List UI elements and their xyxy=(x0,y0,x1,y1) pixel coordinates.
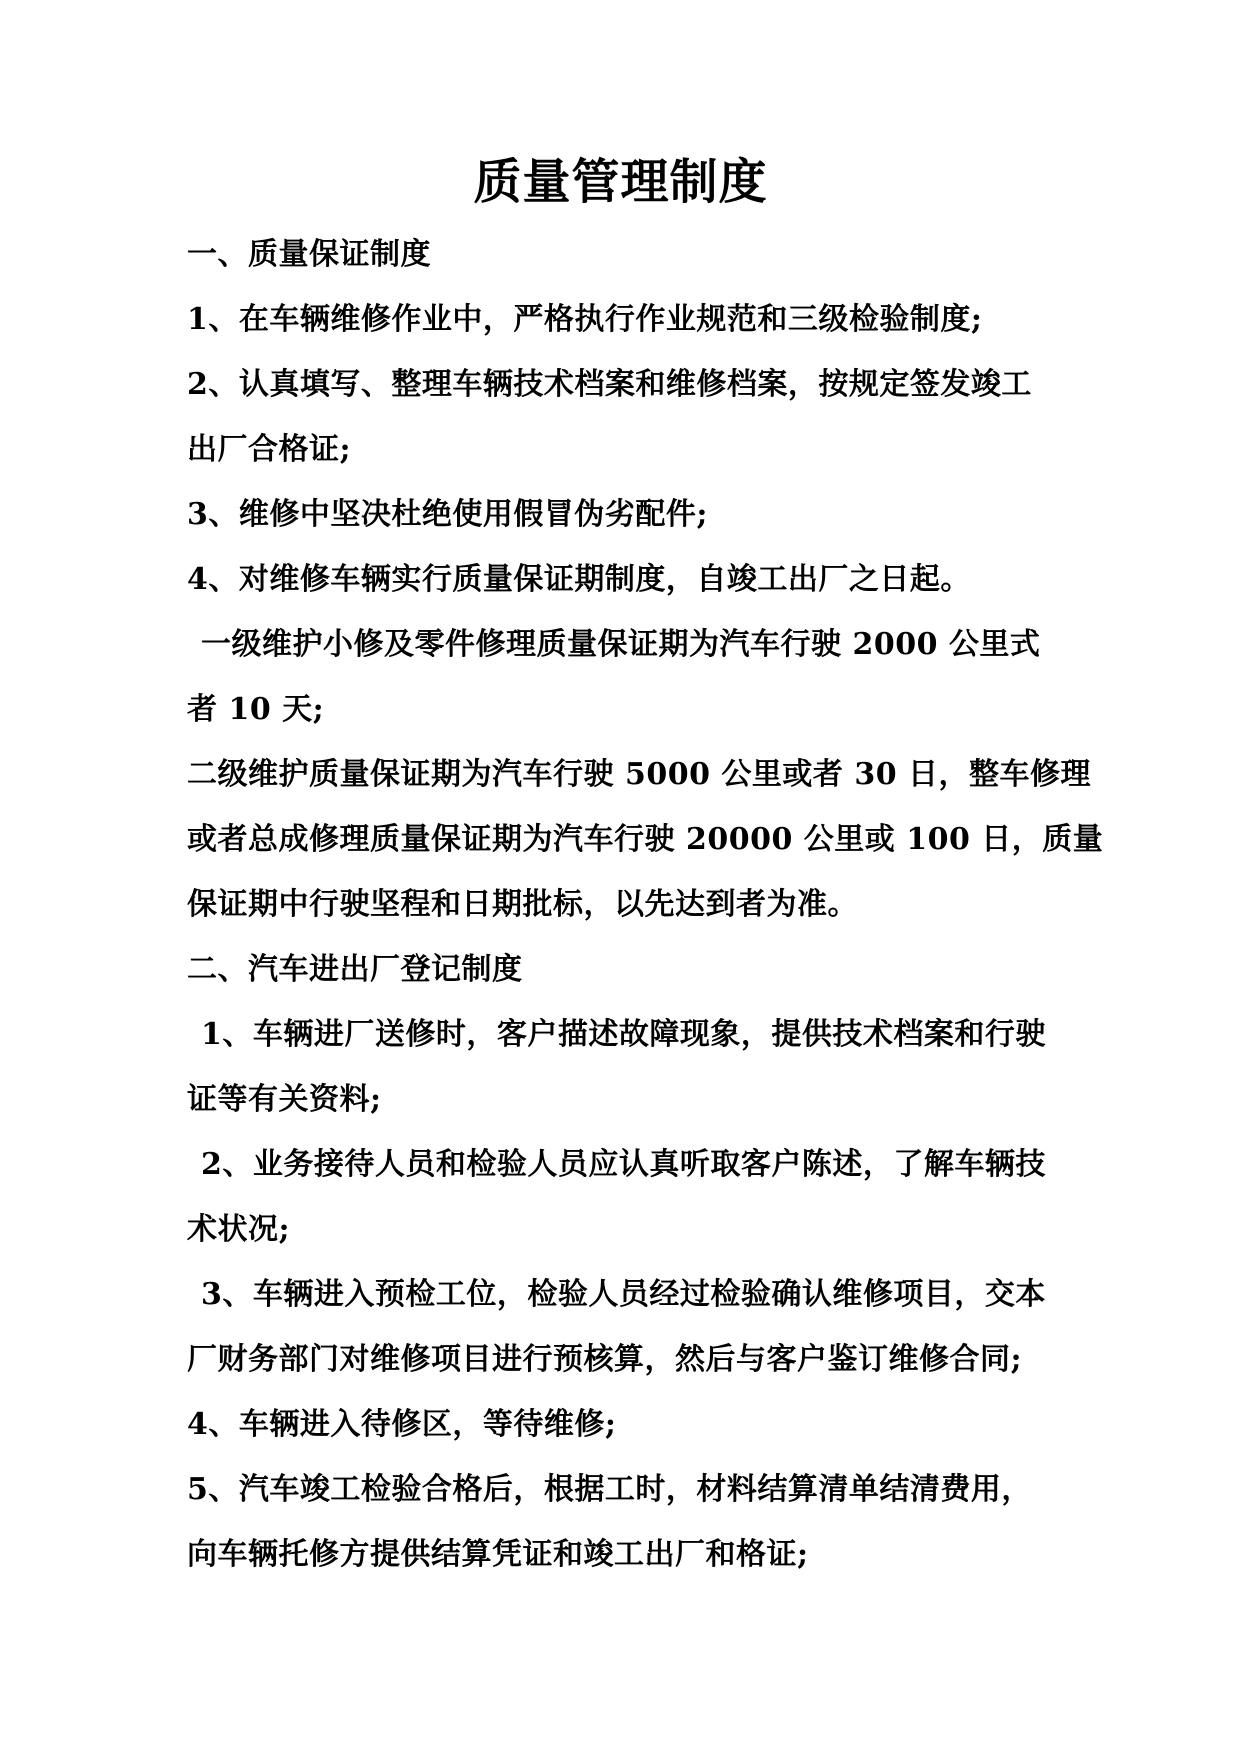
paragraph-line: 4、对维修车辆实行质量保证期制度，自竣工出厂之日起。 xyxy=(187,562,971,597)
paragraph-line: 或者总成修理质量保证期为汽车行驶 20000 公里或 100 日，质量 xyxy=(187,822,1104,857)
paragraph-line: 3、车辆进入预检工位，检验人员经过检验确认维修项目，交本 xyxy=(201,1277,1046,1312)
section-heading-vehicle-registration: 二、汽车进出厂登记制度 xyxy=(187,952,523,987)
paragraph-line: 厂财务部门对维修项目进行预核算，然后与客户鉴订维修合同; xyxy=(187,1342,1023,1377)
document-body xyxy=(187,222,1104,1587)
section-heading-quality-assurance: 一、质量保证制度 xyxy=(187,237,431,272)
paragraph-line: 2、认真填写、整理车辆技术档案和维修档案，按规定签发竣工 xyxy=(187,367,1032,402)
paragraph-line: 出厂合格证; xyxy=(187,432,352,467)
paragraph-line: 保证期中行驶坚程和日期批标，以先达到者为准。 xyxy=(187,887,858,922)
paragraph-line: 3、维修中坚决杜绝使用假冒伪劣配件; xyxy=(187,497,708,532)
paragraph-line: 证等有关资料; xyxy=(187,1082,382,1117)
paragraph-line: 者 10 天; xyxy=(187,692,325,727)
paragraph-line: 二级维护质量保证期为汽车行驶 5000 公里或者 30 日，整车修理 xyxy=(187,757,1092,792)
paragraph-line: 一级维护小修及零件修理质量保证期为汽车行驶 2000 公里式 xyxy=(201,627,1041,662)
document-title: 质量管理制度 xyxy=(473,154,768,210)
paragraph-line: 4、车辆进入待修区，等待维修; xyxy=(187,1407,617,1442)
paragraph-line: 1、车辆进厂送修时，客户描述故障现象，提供技术档案和行驶 xyxy=(201,1017,1046,1052)
paragraph-line: 向车辆托修方提供结算凭证和竣工出厂和格证; xyxy=(187,1537,809,1572)
paragraph-line: 5、汽车竣工检验合格后，根据工时，材料结算清单结清费用， xyxy=(187,1472,1032,1507)
paragraph-line: 2、业务接待人员和检验人员应认真听取客户陈述，了解车辆技 xyxy=(201,1147,1046,1182)
paragraph-line: 1、在车辆维修作业中，严格执行作业规范和三级检验制度; xyxy=(187,302,983,337)
paragraph-line: 术状况; xyxy=(187,1212,291,1247)
